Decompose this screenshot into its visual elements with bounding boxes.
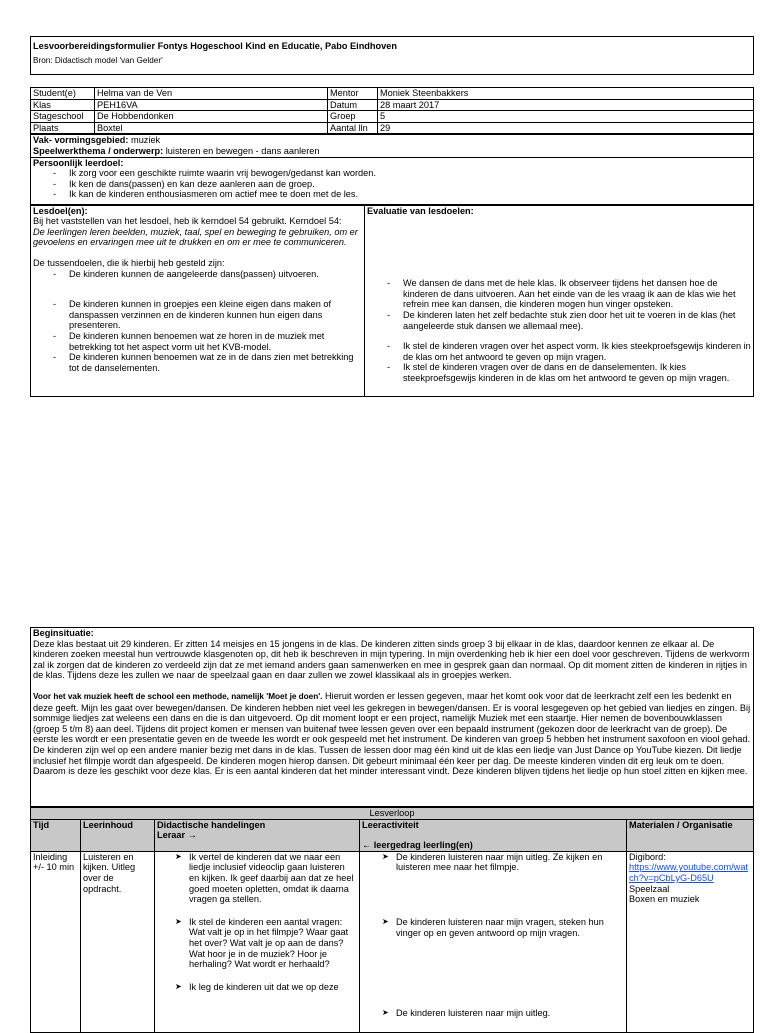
col-header-didactisch xyxy=(155,819,360,851)
list-item: - Ik ken de dans(passen) en kan deze aanleren aan de groep. xyxy=(53,179,751,190)
beginsituatie-paragraph xyxy=(33,691,751,777)
col-header-leeractiviteit xyxy=(360,819,627,851)
beginsituatie-paragraph: Deze klas bestaat uit 29 kinderen. Er zitten 14 meisjes en 15 jongens in de klas. De kinderen zitten sinds groep 3 bij elkaar in de klas, daardoor kennen ze elkaar al. De kinderen zoeken meestal hun vertrouwde klasgenoten op, dit heb ik beschreven in mijn typering. In mijn overdenking heb ik hier een doel voor geschreven. Tijdens de werkvorm zal ik zorgen dat de kinderen zo verdeeld zijn dat ze met iemand anders gaan samenwerken en mee in gesprek gaan dan normaal. Op dit moment zitten de kinderen in rijtjes in de klas. Tijdens deze les zullen we naar de speelzaal gaan en daar zullen we zowel klassikaal als in groepjes werken. xyxy=(33,638,750,681)
form-title: Lesvoorbereidingsformulier Fontys Hogeschool Kind en Educatie, Pabo Eindhoven xyxy=(33,41,397,51)
beginsituatie-title: Beginsituatie: xyxy=(33,628,94,638)
info-value-stageschool: De Hobbendonken xyxy=(95,111,328,123)
list-item: - De kinderen kunnen de aangeleerde dans(passen) uitvoeren. xyxy=(53,269,362,280)
subgoals-list xyxy=(33,269,362,374)
activity-list xyxy=(362,852,624,1019)
lesson-goals-intro: Bij het vaststellen van het lesdoel, heb ik kerndoel 54 gebruikt. Kerndoel 54: xyxy=(33,216,342,227)
col-header-tijd: Tijd xyxy=(31,819,81,851)
info-value-student: Helma van de Ven xyxy=(95,88,328,100)
info-label-klas: Klas xyxy=(31,99,95,111)
form-header-table xyxy=(30,36,754,75)
info-label-aantal: Aantal lln xyxy=(328,122,378,134)
list-item: ➤ De kinderen luisteren naar mijn uitleg. xyxy=(382,1008,624,1019)
list-item: ➤ Ik vertel de kinderen dat we naar een liedje inclusief videoclip gaan luisteren en kijken. Ik geef daarbij aan dat ze heel goed moeten opletten, omdat ik daarna vragen ga stellen. xyxy=(175,852,357,905)
beginsituatie-table xyxy=(30,627,754,807)
list-item: - De kinderen kunnen benoemen wat ze in de dans zien met betrekking tot de danselementen. xyxy=(53,352,362,373)
lesson-form-top xyxy=(30,36,754,397)
form-header-cell xyxy=(31,37,754,75)
col-header-didactisch-label: Didactische handelingen xyxy=(157,819,266,830)
info-value-klas: PEH16VA xyxy=(95,99,328,111)
subject-table xyxy=(30,134,754,204)
material-boxen: Boxen en muziek xyxy=(629,894,700,905)
cell-didactisch xyxy=(155,851,360,1032)
list-item: ➤ De kinderen luisteren naar mijn uitleg. Ze kijken en luisteren mee naar het filmpje. xyxy=(382,852,624,873)
method-text: Hieruit worden er lessen gegeven, maar het komt ook voor dat de leerkracht zelf een les bedenkt en deze geeft. Mijn les gaat over bewegen/dansen. De kinderen hebben niet veel les gekregen in bewegen/dansen. Er is vooral lesgegeven op het gebied van liedjes en zingen. Bij sommige liedjes zat weleens een dans en die is dan uitgevoerd. Op dit moment loopt er een project, namelijk Muziek met een staartje. Hier nemen de bovenbouwklassen (groep 5 t/m 8) aan deel. Tijdens dit project komen er mensen van buitenaf twee lessen geven over een bepaald instrument (gekozen door de leerkracht van de groep). De eerste les wordt er een presentatie geven en de tweede les wordt er ook gespeeld met het instrument. De kinderen van groep 5 hebben het instrument saxofoon en viool gehad. De kinderen zijn wel op een andere manier bezig met dans in de klas. Tussen de lessen door mag één kind uit de klas een liedje van Just Dance op YouTube kiezen. Dit liedje inclusief het filmpje wordt dan afgespeeld. De kinderen mogen hierop dansen. Dit gebeurt minimaal één keer per dag. De meeste kinderen vinden dit erg leuk om te doen. Daarom is deze les geschikt voor deze klas. Er is een aantal kinderen dat het minder interessant vindt. Deze kinderen blijven tijdens het liedje op hun stoel zitten en kijken mee. xyxy=(33,690,751,777)
col-header-leerinhoud: Leerinhoud xyxy=(81,819,155,851)
personal-goal-list xyxy=(33,168,751,200)
theme-value: luisteren en bewegen - dans aanleren xyxy=(165,145,320,156)
info-label-groep: Groep xyxy=(328,111,378,123)
list-item: - Ik zorg voor een geschikte ruimte waarin vrij bewogen/gedanst kan worden. xyxy=(53,168,751,179)
lesson-goals-title: Lesdoel(en): xyxy=(33,205,88,216)
info-row xyxy=(31,111,754,123)
kerndoel-text: De leerlingen leren beelden, muziek, taal, spel en beweging te gebruiken, om er gevoelens en ervaringen mee uit te drukken en om er mee te communiceren. xyxy=(33,226,358,248)
cell-leeractiviteit xyxy=(360,851,627,1032)
info-value-plaats: Boxtel xyxy=(95,122,328,134)
info-value-aantal: 29 xyxy=(378,122,754,134)
info-label-mentor: Mentor xyxy=(328,88,378,100)
lesson-goals-cell xyxy=(31,205,365,396)
material-digibord: Digibord: xyxy=(629,851,666,862)
list-item: - De kinderen kunnen benoemen wat ze horen in de muziek met betrekking tot het aspect vorm uit het KVB-model. xyxy=(53,331,362,352)
lesverloop-title: Lesverloop xyxy=(31,808,754,820)
student-info-table xyxy=(30,87,754,134)
cell-materialen xyxy=(627,851,754,1032)
info-value-mentor: Moniek Steenbakkers xyxy=(378,88,754,100)
info-value-groep: 5 xyxy=(378,111,754,123)
subject-label: Vak- vormingsgebied: xyxy=(33,135,129,146)
theme-label: Speelwerkthema / onderwerp: xyxy=(33,145,164,156)
cell-tijd: Inleiding +/- 10 min xyxy=(31,851,81,1032)
list-item: - De kinderen kunnen in groepjes een kleine eigen dans maken of danspassen verzinnen en de kinderen kunnen hun eigen dans presenteren. xyxy=(53,299,362,331)
beginsituatie-cell xyxy=(31,628,754,807)
col-header-materialen: Materialen / Organisatie xyxy=(627,819,754,851)
lesverloop-table xyxy=(30,807,754,1033)
evaluation-list xyxy=(367,278,751,383)
cell-leerinhoud: Luisteren en kijken. Uitleg over de opdracht. xyxy=(81,851,155,1032)
list-item: - De kinderen laten het zelf bedachte stuk zien door het uit te voeren in de klas (het aangeleerde stuk dansen we allemaal mee). xyxy=(387,310,751,331)
col-header-leraar: Leraar → xyxy=(157,830,197,841)
info-row xyxy=(31,122,754,134)
goals-table xyxy=(30,205,754,397)
didactic-list xyxy=(157,852,357,993)
info-label-plaats: Plaats xyxy=(31,122,95,134)
list-item: - Ik stel de kinderen vragen over het aspect vorm. Ik kies steekproefsgewijs kinderen in de klas om het antwoord te geven op mijn vragen. xyxy=(387,341,751,362)
list-item: - Ik stel de kinderen vragen over de dans en de danselementen. Ik kies steekproefsgewijs kinderen in de klas om het antwoord te geven op mijn vragen. xyxy=(387,362,751,383)
col-header-leerling: ← leergedrag leerling(en) xyxy=(362,840,473,851)
info-label-stageschool: Stageschool xyxy=(31,111,95,123)
personal-goal-title: Persoonlijk leerdoel: xyxy=(33,157,124,168)
evaluation-title: Evaluatie van lesdoelen: xyxy=(367,205,474,216)
list-item: ➤ Ik stel de kinderen een aantal vragen: Wat valt je op in het filmpje? Waar gaat het over? Wat valt je op aan de dans? Wat hoor je in de muziek? Hoor je herhaling? Wat wordt er herhaald? xyxy=(175,917,357,970)
list-item: - Ik kan de kinderen enthousiasmeren om actief mee te doen met de les. xyxy=(53,189,751,200)
personal-goal-cell xyxy=(31,157,754,204)
info-value-datum: 28 maart 2017 xyxy=(378,99,754,111)
subgoals-intro: De tussendoelen, die ik hierbij heb gesteld zijn: xyxy=(33,257,225,268)
list-item: ➤ De kinderen luisteren naar mijn vragen, steken hun vinger op en geven antwoord op mijn vragen. xyxy=(382,917,624,938)
subject-value: muziek xyxy=(131,135,161,146)
info-label-student: Student(e) xyxy=(31,88,95,100)
info-row xyxy=(31,99,754,111)
list-item: - We dansen de dans met de hele klas. Ik observeer tijdens het dansen hoe de kinderen de dans uitvoeren. Aan het einde van de les vraag ik aan de klas wie het refrein mee kan dansen, die kinderen mogen hun vinger opsteken. xyxy=(387,278,751,310)
youtube-link[interactable]: https://www.youtube.com/watch?v=pCbLyG-D65U xyxy=(629,862,748,883)
lesson-form-bottom xyxy=(30,627,754,1033)
material-speelzaal: Speelzaal xyxy=(629,883,670,894)
method-intro: Voor het vak muziek heeft de school een methode, namelijk 'Moet je doen'. xyxy=(33,691,323,701)
evaluation-cell xyxy=(365,205,754,396)
table-row xyxy=(31,851,754,1032)
list-item: ➤ Ik leg de kinderen uit dat we op deze xyxy=(175,982,357,993)
subject-cell xyxy=(31,135,754,157)
info-row xyxy=(31,88,754,100)
col-header-leeractiviteit-label: Leeractiviteit xyxy=(362,819,419,830)
info-label-datum: Datum xyxy=(328,99,378,111)
form-source: Bron: Didactisch model 'van Gelder' xyxy=(33,55,163,65)
